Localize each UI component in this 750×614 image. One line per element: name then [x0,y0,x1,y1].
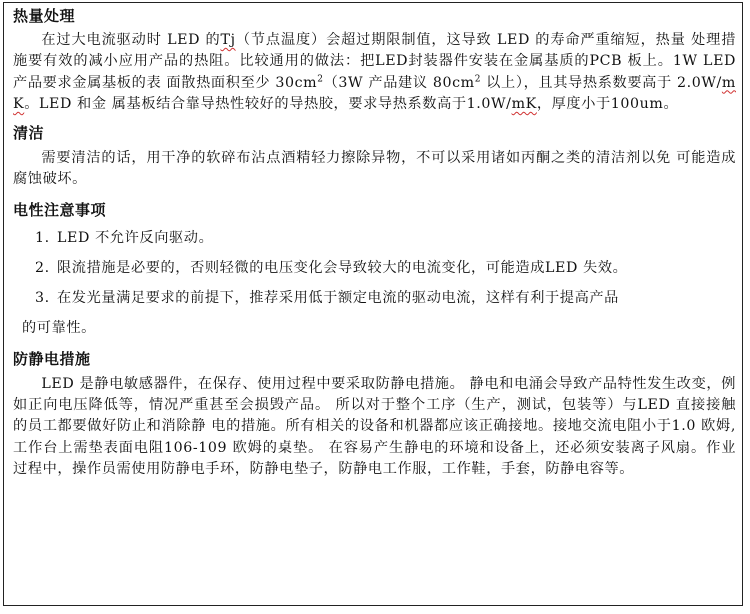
list-number: 1. [35,229,50,246]
document-frame [3,2,743,606]
paragraph-cleaning: 需要清洁的话，用干净的软碎布沾点酒精轻力擦除异物，不可以采用诸如丙酮之类的清洁剂以免 可能造成腐蚀破坏。 [13,150,736,188]
list-item-continuation [13,313,736,343]
paragraph-heat-treatment [13,30,736,115]
list-text: 限流措施是必要的，否则轻微的电压变化会导致较大的电流变化，可能造成LED 失效。 [57,259,628,276]
unit-mk: mK [511,95,537,112]
heading-heat-treatment: 热量处理 [13,7,76,25]
list-text: 在发光量满足要求的前提下，推荐采用低于额定电流的驱动电流，这样有利于提高产品 [57,289,619,306]
text-segment: （3W 产品建议 80cm [323,74,475,91]
text-segment: 以上），且其导热系数要高于 2.0W/ [481,74,722,91]
text-segment: ，厚度小于100um。 [536,95,679,112]
list-number: 2. [35,259,50,276]
heading-cleaning: 清洁 [13,124,45,143]
list-text-continuation: 的可靠性。 [22,319,96,336]
superscript-2: 2 [474,73,482,84]
list-number: 3. [35,289,50,306]
text-segment: 在过大电流驱动时 LED 的 [41,32,221,48]
tj-term: Tj [220,32,236,48]
superscript-2: 2 [317,73,324,84]
list-item [13,283,736,313]
text-segment: （节点温度）会超过期限制值，这导致 LED 的寿命严重缩短，热量 处理措施要有效的减小应用产品的热阻。比较通用的做法：把LED封装器件安装在金属基质的PCB 板上。1W LED 产品要求金属基板的表 面散热面积至少 30cm [13,32,736,91]
heading-electrical-notes: 电性注意事项 [13,200,107,219]
heading-antistatic: 防静电措施 [13,349,91,368]
text-segment: 。LED 和金 属基板结合靠导热性较好的导热胶，要求导热系数高于1.0W/ [24,95,512,112]
electrical-notes-list [13,223,736,343]
list-text: LED 不允许反向驱动。 [57,229,214,246]
unit-mk: mK [13,74,736,112]
list-item [13,253,736,283]
paragraph-antistatic: LED 是静电敏感器件，在保存、使用过程中要采取防静电措施。 静电和电涌会导致产品特性发生改变，例如正向电压降低等，情况严重甚至会损毁产品。 所以对于整个工序（生产，测试，包装等）与LED 直接接触的员工都要做好防止和消除静 电的措施。所有相关的设备和机器都应该正确接地。接地交流电阻小于1.0 欧姆,工作台上需垫表面电阻106-109 欧姆的桌垫。 在容易产生静电的环境和设备上，还必须安装离子风扇。作业过程中，操作员需使用防静电手环，防静电垫子，防静电工作服，工作鞋，手套，防静电容等。 [13,375,736,477]
list-item [13,223,736,253]
